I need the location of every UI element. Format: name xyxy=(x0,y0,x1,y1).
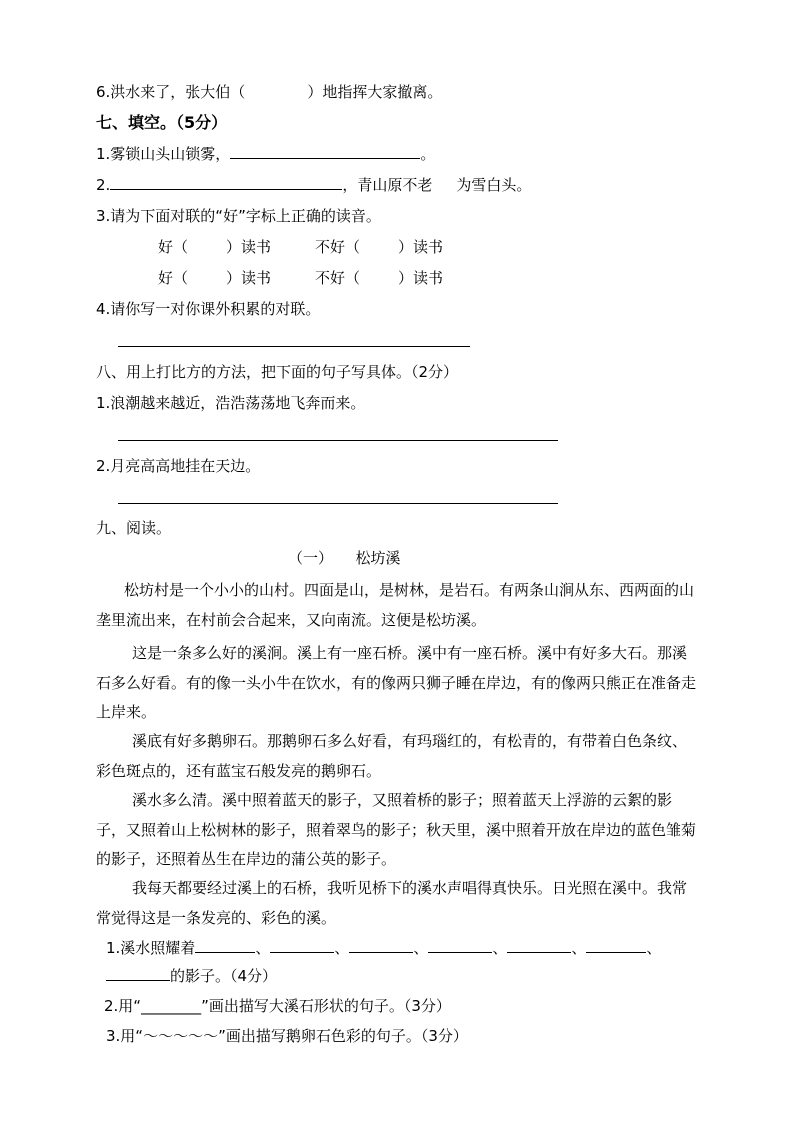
reading-q3 xyxy=(106,1026,468,1046)
couplet-label: 不好（ xyxy=(315,269,361,287)
reading-q2 xyxy=(104,996,451,1016)
q2-text-pre: 2.用“ xyxy=(104,997,142,1015)
sec7-item-2 xyxy=(96,175,531,195)
sec7-item2-blank[interactable] xyxy=(110,175,342,190)
passage-paragraph-2: 这是一条多么好的溪涧。溪上有一座石桥。溪中有一座石桥。溪中有好多大石。那溪石多么好看。有的像一头小牛在饮水，有的像两只狮子睡在岸边，有的像两只熊正在准备走上岸来。 xyxy=(96,644,697,721)
sec7-item-4: 4.请你写一对你课外积累的对联。 xyxy=(96,300,321,318)
couplet-row-2 xyxy=(158,268,443,288)
q1-sep: 、 xyxy=(646,939,662,957)
answer-line[interactable] xyxy=(118,440,558,441)
sec7-item-3: 3.请为下面对联的“好”字标上正确的读音。 xyxy=(96,207,381,225)
sec8-item-2: 2.月亮高高地挂在天边。 xyxy=(96,457,261,475)
q6-text-pre: 6.洪水来了，张大伯（ xyxy=(96,83,246,101)
q1-blank[interactable] xyxy=(586,938,646,953)
q1-blank[interactable] xyxy=(507,938,571,953)
sec7-item2-tail: 为雪白头。 xyxy=(456,176,532,194)
q1-blank[interactable] xyxy=(349,938,413,953)
q1-text-pre: 1.溪水照耀着 xyxy=(106,939,196,957)
sec7-item1-blank[interactable] xyxy=(230,144,420,159)
couplet-row-1 xyxy=(158,237,443,257)
couplet-label: ）读书 xyxy=(226,238,272,256)
q1-sep: 、 xyxy=(334,939,350,957)
couplet-label: ）读书 xyxy=(226,269,272,287)
sec7-item2-post: ，青山原不老 xyxy=(342,176,433,194)
section-9-title: 九、阅读。 xyxy=(96,519,172,537)
couplet-label: 好（ xyxy=(158,269,189,287)
q1-text-post: 的影子。（4分） xyxy=(170,967,278,985)
couplet-label: 不好（ xyxy=(315,238,361,256)
couplet-label: 好（ xyxy=(158,238,189,256)
couplet-label: ）读书 xyxy=(398,238,444,256)
sec8-item-1: 1.浪潮越来越近，浩浩荡荡地飞奔而来。 xyxy=(96,394,366,412)
q1-sep: 、 xyxy=(492,939,508,957)
q1-sep: 、 xyxy=(413,939,429,957)
question-6 xyxy=(96,82,442,102)
passage-title: （一） 松坊溪 xyxy=(288,549,401,567)
answer-line[interactable] xyxy=(118,346,470,347)
passage-paragraph-1: 松坊村是一个小小的山村。四面是山，是树林，是岩石。有两条山涧从东、西两面的山垄里流出来，在村前会合起来，又向南流。这便是松坊溪。 xyxy=(96,581,695,629)
reading-q1 xyxy=(106,938,661,958)
couplet-label: ）读书 xyxy=(398,269,444,287)
section-8-title: 八、用上打比方的方法，把下面的句子写具体。（2分） xyxy=(96,363,459,381)
q2-mark: ________ xyxy=(141,997,202,1015)
q3-mark: ～～～～～ xyxy=(143,1027,219,1045)
q1-sep: 、 xyxy=(571,939,587,957)
sec7-item-1 xyxy=(96,144,435,164)
passage-paragraph-3: 溪底有好多鹅卵石。那鹅卵石多么好看，有玛瑙红的，有松青的，有带着白色条纹、彩色斑点的，还有蓝宝石般发亮的鹅卵石。 xyxy=(96,732,688,780)
sec7-item1-post: 。 xyxy=(420,145,436,163)
q3-text-pre: 3.用“ xyxy=(106,1027,144,1045)
q2-text-post: ”画出描写大溪石形状的句子。（3分） xyxy=(201,997,451,1015)
q1-blank[interactable] xyxy=(106,966,170,981)
passage-paragraph-4: 溪水多么清。溪中照着蓝天的影子，又照着桥的影子；照着蓝天上浮游的云絮的影子，又照着山上松树林的影子，照着翠鸟的影子；秋天里，溪中照着开放在岸边的蓝色雏菊的影子，还照着丛生在岸边的蒲公英的影子。 xyxy=(96,791,697,868)
section-7-title: 七、填空。（5分） xyxy=(96,113,228,132)
q1-blank[interactable] xyxy=(195,938,255,953)
passage-paragraph-5: 我每天都要经过溪上的石桥，我听见桥下的溪水声唱得真快乐。日光照在溪中。我常常觉得这是一条发亮的、彩色的溪。 xyxy=(96,879,688,927)
q1-sep: 、 xyxy=(255,939,271,957)
q6-text-post: ）地指挥大家撤离。 xyxy=(307,83,443,101)
sec7-item2-pre: 2. xyxy=(96,176,111,194)
q1-blank[interactable] xyxy=(428,938,492,953)
reading-q1-cont xyxy=(106,966,277,986)
q3-text-post: ”画出描写鹅卵石色彩的句子。（3分） xyxy=(218,1027,468,1045)
q1-blank[interactable] xyxy=(270,938,334,953)
answer-line[interactable] xyxy=(118,503,558,504)
sec7-item1-pre: 1.雾锁山头山锁雾， xyxy=(96,145,231,163)
